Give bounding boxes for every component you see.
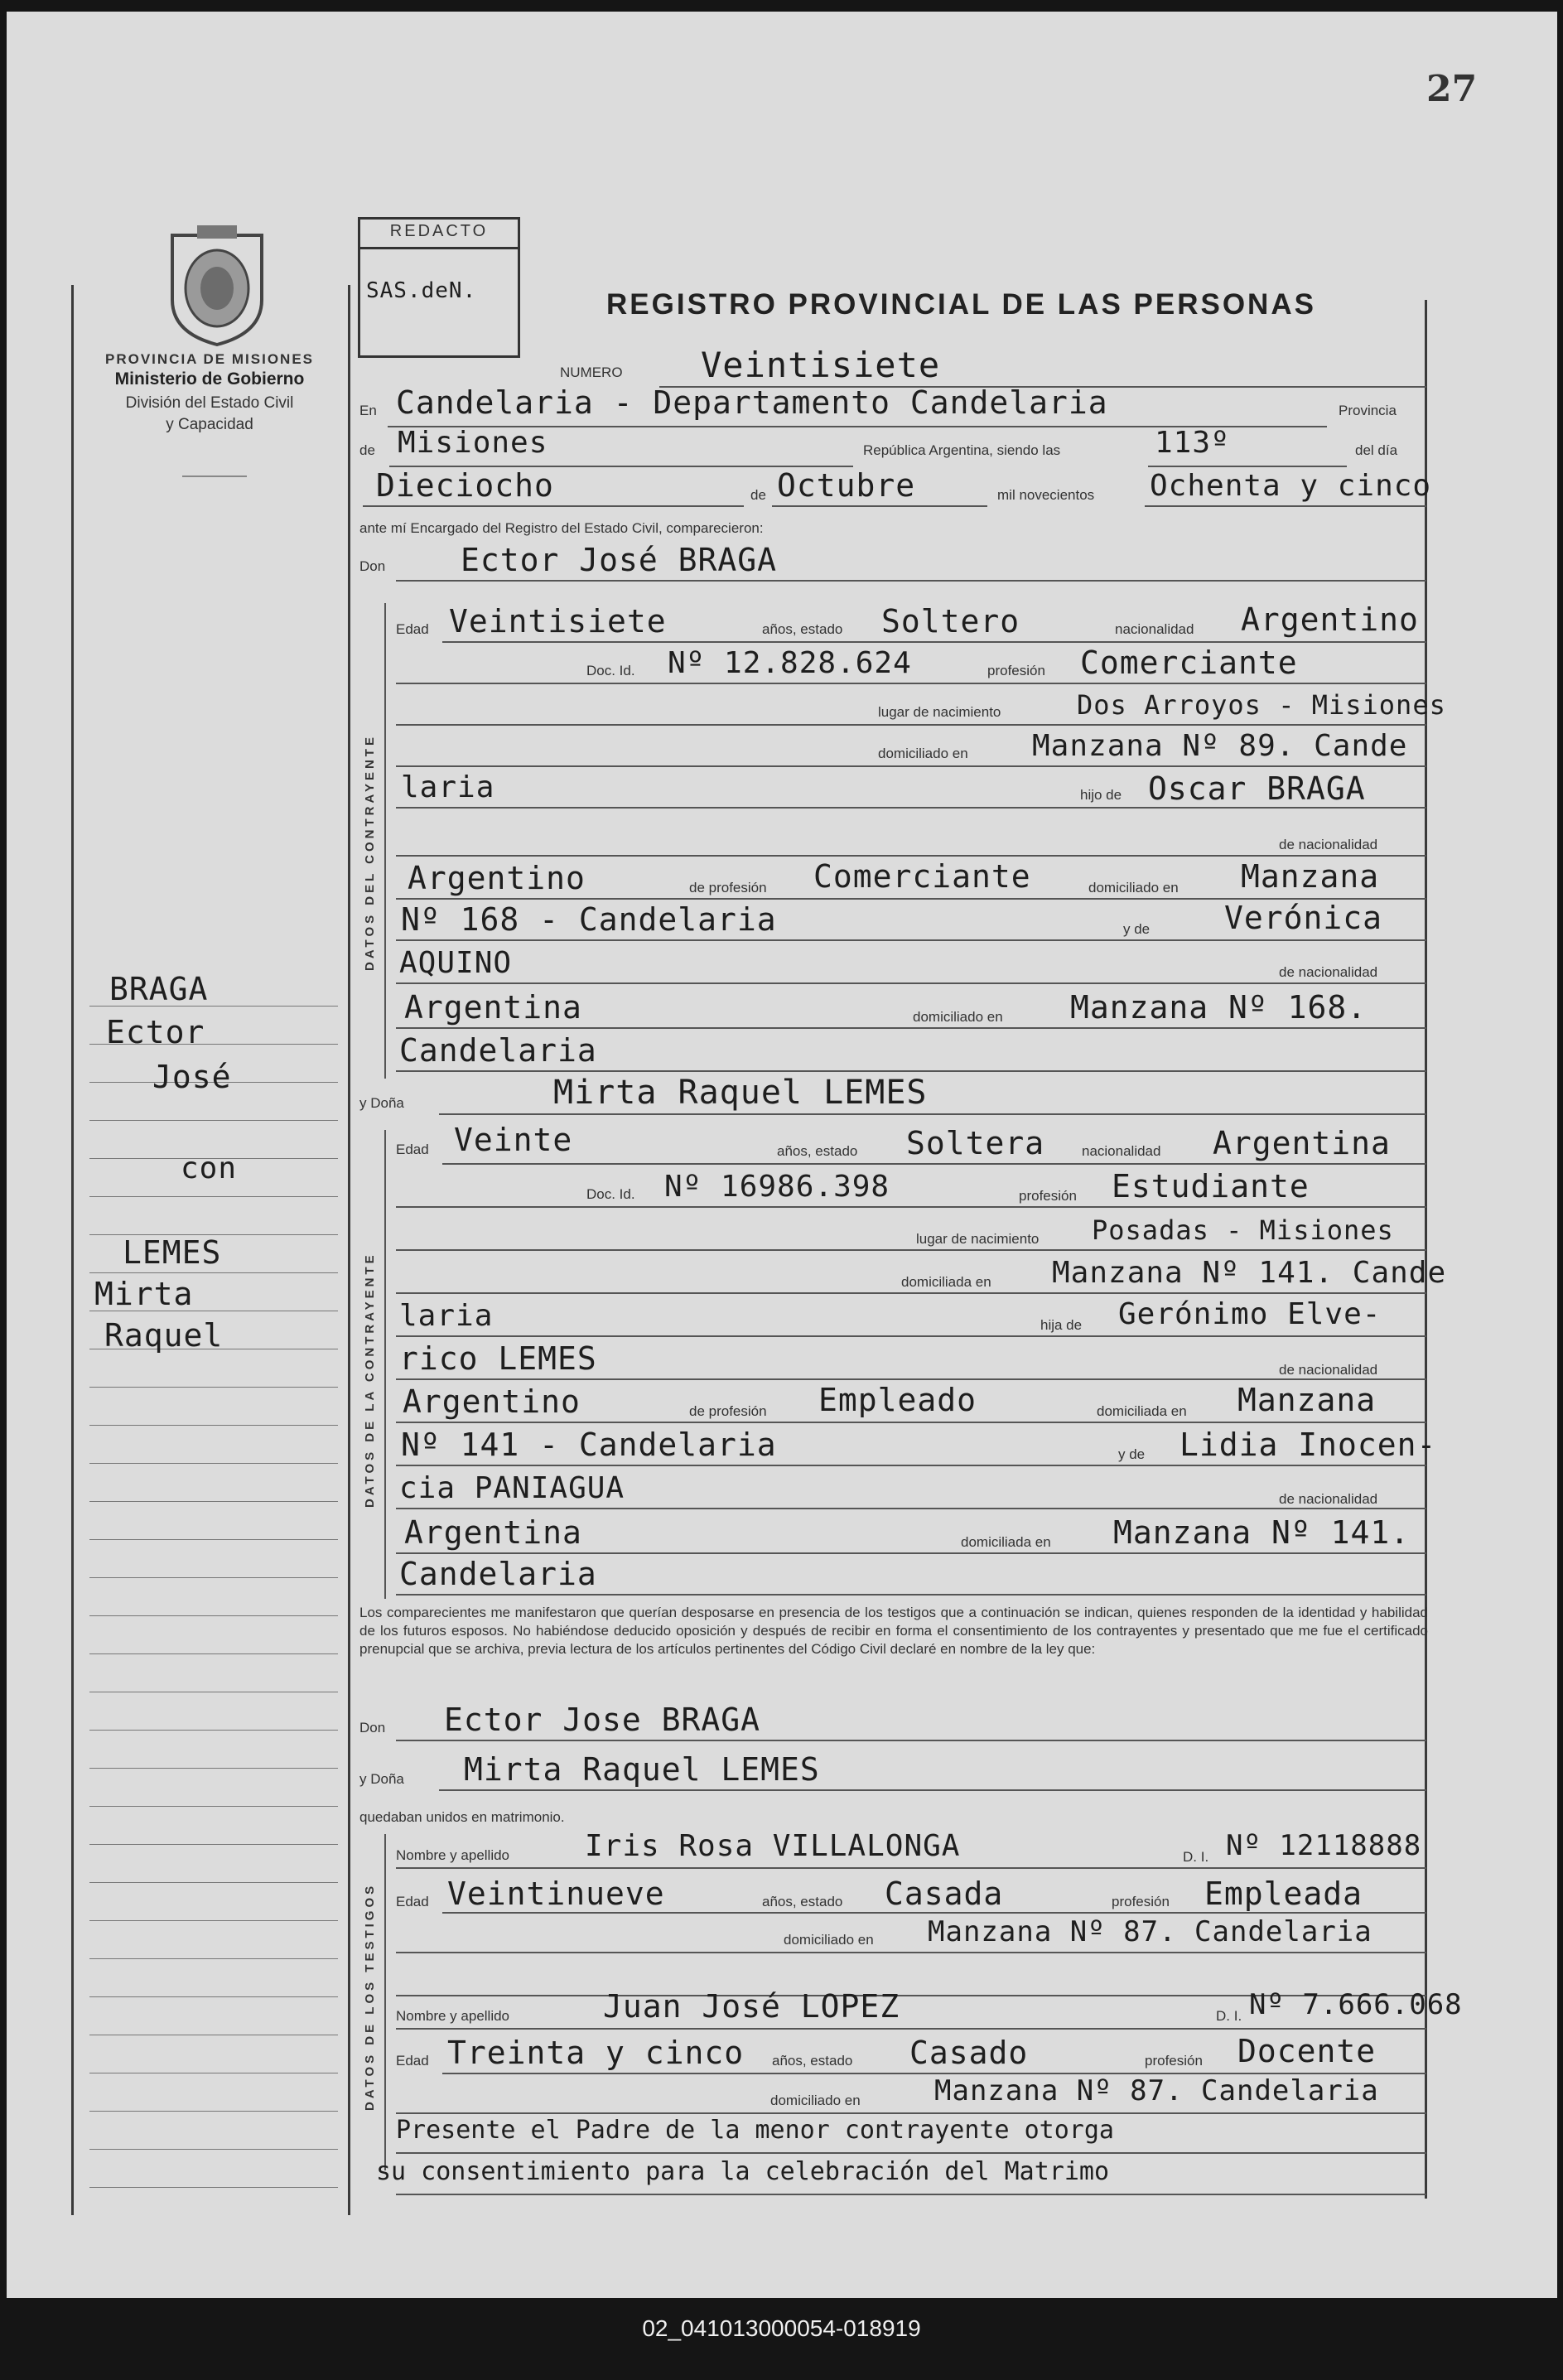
bride-address-2: laria	[399, 1299, 494, 1333]
bride-father-profession: Empleado	[818, 1382, 977, 1418]
note-line-2: su consentimiento para la celebración del Matrimo	[376, 2157, 1110, 2186]
margin-name-1b: José	[152, 1059, 232, 1095]
margin-name-2: Mirta	[94, 1276, 194, 1312]
declaration-paragraph: Los comparecientes me manifestaron que querían desposarse en presencia de los testigos que a continuación se indican, quienes responden de la identidad y habilidad de los futuros esposos. No habiéndose deducido oposición y después de recibir en forma el consentimiento de los contrayentes y presentado que me fue el certificado prenupcial que se archiva, previa lectura de los artículos pertinentes del Código Civil declaré en nombre de la ley que:	[359, 1605, 1428, 1657]
acta-day: Dieciocho	[376, 467, 554, 504]
declared-groom: Ector Jose BRAGA	[444, 1702, 761, 1738]
groom-father-address-2: Nº 168 - Candelaria	[401, 901, 777, 938]
groom-profession: Comerciante	[1080, 644, 1298, 681]
bride-father-address-1: Manzana	[1237, 1382, 1377, 1418]
bride-mother-address-2: Candelaria	[399, 1556, 597, 1592]
office-division: División del Estado Civil	[125, 394, 294, 412]
margin-surname-2: LEMES	[123, 1234, 222, 1271]
acta-year: Ochenta y cinco	[1150, 469, 1432, 503]
note-line-1: Presente el Padre de la menor contrayente otorga	[396, 2116, 1114, 2145]
acta-number: Veintisiete	[701, 345, 941, 385]
bride-father-nationality: Argentino	[403, 1383, 581, 1420]
witness1-profession: Empleada	[1204, 1876, 1363, 1912]
groom-mother-nationality: Argentina	[404, 989, 582, 1026]
province-seal-icon	[164, 224, 270, 348]
margin-name-2b: Raquel	[104, 1317, 224, 1354]
groom-address-2: laria	[401, 770, 495, 804]
acta-place: Candelaria - Departamento Candelaria	[396, 384, 1108, 421]
witness2-address: Manzana Nº 87. Candelaria	[934, 2074, 1379, 2107]
bride-address-1: Manzana Nº 141. Cande	[1052, 1256, 1447, 1290]
acta-hour: 113º	[1155, 426, 1230, 460]
declared-bride: Mirta Raquel LEMES	[464, 1751, 820, 1788]
margin-name-1: Ector	[106, 1014, 205, 1050]
bride-mother-address-1: Manzana Nº 141.	[1113, 1514, 1411, 1551]
acta-month: Octubre	[777, 467, 916, 504]
witness2-profession: Docente	[1237, 2033, 1377, 2069]
witness2-id: Nº 7.666.068	[1249, 1988, 1463, 2021]
bride-father-1: Gerónimo Elve-	[1118, 1297, 1382, 1331]
groom-father-nationality: Argentino	[408, 860, 586, 896]
groom-father-profession: Comerciante	[813, 858, 1031, 895]
groom-address-1: Manzana Nº 89. Cande	[1032, 729, 1408, 763]
witness1-id: Nº 12118888	[1226, 1829, 1422, 1862]
bride-father-2: rico LEMES	[399, 1340, 597, 1377]
bride-name: Mirta Raquel LEMES	[553, 1074, 928, 1112]
bride-profession: Estudiante	[1112, 1168, 1310, 1204]
registry-title: REGISTRO PROVINCIAL DE LAS PERSONAS	[606, 288, 1316, 321]
witness2-age: Treinta y cinco	[447, 2035, 745, 2071]
bride-mother-2: cia PANIAGUA	[399, 1471, 625, 1505]
registry-page: 27 PROVINCIA DE MISIONES Ministerio de Gobierno División del Estado Civil y Capacidad REDACTO SAS.deN. REGISTRO PROVINCIAL DE LAS PERSONAS NUMERO Veintisiete En Candelaria - Departamento Candelaria Provincia de Misiones República Argentina, siendo las 113º del día Dieciocho de Octubre mil novecientos Ochenta y cinco ante mí Encargado del Registro del Estado Civil, comparecieron: Don Ector José BRAGA DATOS DEL CONTRAYENTE Edad Veintisiete años, estado Soltero nacionalidad Argentino Doc. Id. Nº 12.828.624 profesión Comerciante lugar de nacimiento Dos Arroyos - Misiones domiciliado en Manzana Nº 89. Cande laria hijo de Oscar BRAGA de nacionalidad Argentino de profesión Comerciante domiciliado en Manzana Nº 168 - Candelaria y de Verónica AQUINO de nacionalidad Argentina domiciliado en Manzana Nº 168. Candelaria y Doña Mirta Raquel LEMES DATOS DE LA CONTRAYENTE Edad Veinte años, estado Soltera nacionalidad Argentina Doc. Id. Nº 16986.398 profesión Estudiante lugar de nacimiento Posadas - Misiones domiciliada en Manzana Nº 141. Cande laria hija de Gerónimo Elve- rico LEMES de nacionalidad Argentino de profesión Empleado domiciliada en Manzana Nº 141 - Candelaria y de Lidia Inocen- cia PANIAGUA de nacionalidad Argentina domiciliada en Manzana Nº 141. Candelaria Los comparecientes me manifestaron que querían desposarse en presencia de los testigos que a continuación se indican, quienes responden de la identidad y habilidad de los futuros esposos. No habiéndose deducido oposición y después de recibir en forma el consentimiento de los contrayentes y presentado que me fue el certificado prenupcial que se archiva, previa lectura de los artículos pertinentes del Código Civil declaré en nombre de la ley que: Don Ector Jose BRAGA y Doña Mirta Raquel LEMES quedaban unidos en matrimonio. DATOS DE LOS TESTIGOS Nombre y apellido Iris Rosa VILLALONGA D. I. Nº 12118888 Edad Veintinueve años, estado Casada profesión Empleada domiciliado en Manzana Nº 87. Candelaria Nombre y apellido Juan José LOPEZ D. I. Nº 7.666.068 Edad Treinta y cinco años, estado Casado profesión Docente domiciliado en Manzana Nº 87. Candelaria Presente el Padre de la menor contrayente otorga su consentimiento para la celebración del Matrimo BRAGA Ector José con LEMES Mirta Raquel	[7, 12, 1557, 2298]
bride-mother-nationality: Argentina	[404, 1514, 582, 1551]
bride-doc: Nº 16986.398	[664, 1170, 890, 1204]
office-capacity: y Capacidad	[166, 416, 253, 433]
witness1-age: Veintinueve	[447, 1876, 665, 1912]
witness2-status: Casado	[909, 2035, 1029, 2071]
groom-father-address-1: Manzana	[1241, 858, 1380, 895]
bride-nationality: Argentina	[1213, 1125, 1391, 1161]
office-province: PROVINCIA DE MISIONES	[104, 351, 314, 367]
archive-code: 02_041013000054-018919	[642, 2315, 921, 2341]
margin-surname-1: BRAGA	[109, 971, 209, 1007]
bride-mother-1: Lidia Inocen-	[1179, 1427, 1437, 1463]
groom-mother-1: Verónica	[1224, 900, 1383, 936]
groom-nationality: Argentino	[1241, 601, 1419, 638]
groom-father: Oscar BRAGA	[1148, 770, 1366, 807]
office-ministry: Ministerio de Gobierno	[114, 369, 305, 389]
redacto-title: REDACTO	[389, 222, 489, 240]
witness1-status: Casada	[885, 1876, 1004, 1912]
groom-age: Veintisiete	[449, 603, 667, 640]
groom-doc: Nº 12.828.624	[668, 646, 912, 680]
margin-con: con	[181, 1151, 238, 1185]
groom-name: Ector José BRAGA	[461, 542, 778, 578]
bride-birthplace: Posadas - Misiones	[1092, 1214, 1394, 1246]
witness1-name: Iris Rosa VILLALONGA	[585, 1829, 961, 1863]
groom-mother-address-2: Candelaria	[399, 1032, 597, 1069]
bride-age: Veinte	[454, 1122, 573, 1158]
groom-birthplace: Dos Arroyos - Misiones	[1077, 689, 1446, 721]
groom-status: Soltero	[881, 603, 1020, 640]
witness2-name: Juan José LOPEZ	[603, 1988, 900, 2025]
redacto-initials: SAS.deN.	[366, 278, 477, 303]
bride-status: Soltera	[906, 1125, 1045, 1161]
acta-province: Misiones	[398, 426, 548, 460]
groom-mother-2: AQUINO	[399, 946, 513, 980]
page-number: 27	[1426, 68, 1478, 110]
bride-father-address-2: Nº 141 - Candelaria	[401, 1427, 777, 1463]
groom-mother-address-1: Manzana Nº 168.	[1070, 989, 1368, 1026]
witness1-address: Manzana Nº 87. Candelaria	[928, 1915, 1372, 1948]
